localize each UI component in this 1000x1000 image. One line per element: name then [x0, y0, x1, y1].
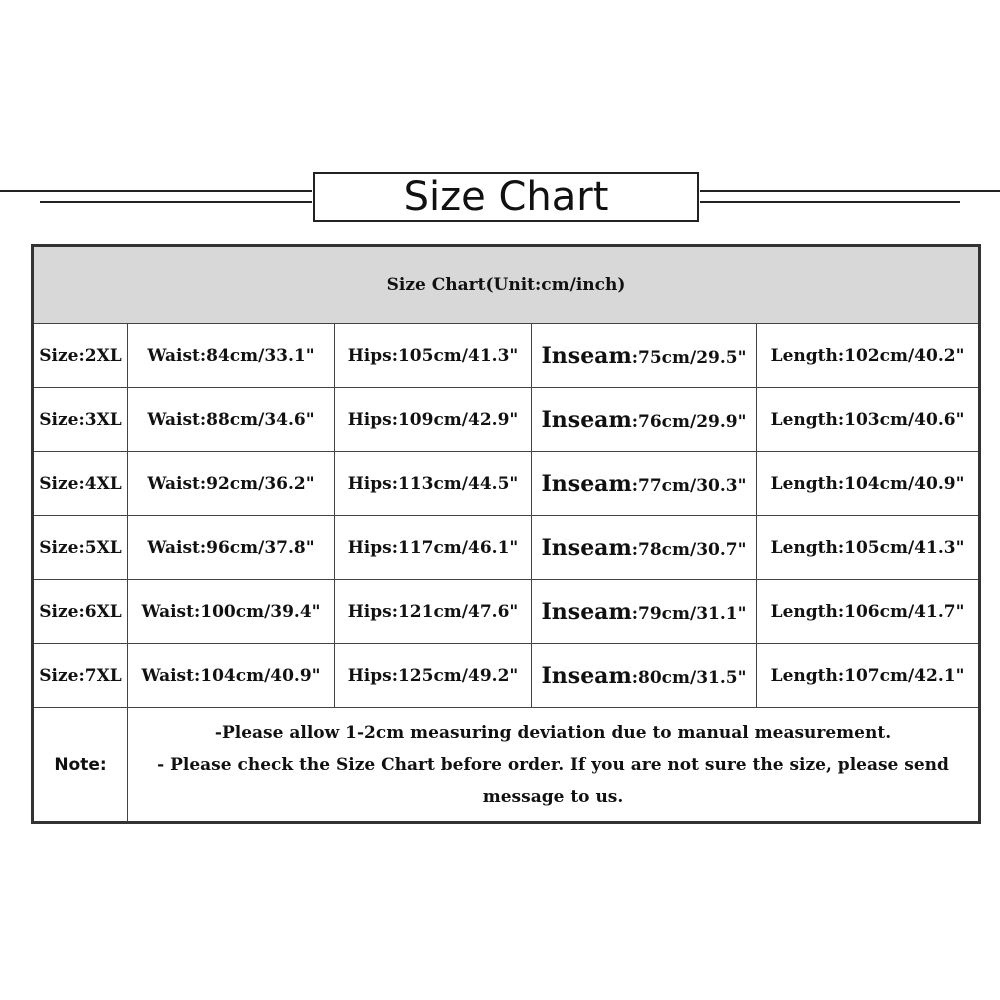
title-rule-right-upper: [700, 190, 1000, 192]
waist-cell: Waist:96cm/37.8": [128, 516, 335, 580]
inseam-value: :78cm/30.7": [631, 539, 747, 560]
title-rule-right-lower: [700, 201, 960, 203]
waist-cell: Waist:104cm/40.9": [128, 644, 335, 708]
size-cell: Size:2XL: [33, 324, 128, 388]
size-cell: Size:7XL: [33, 644, 128, 708]
length-cell: Length:104cm/40.9": [757, 452, 980, 516]
title-rule-left-lower: [40, 201, 312, 203]
table-header: Size Chart(Unit:cm/inch): [33, 246, 980, 324]
inseam-label: Inseam: [541, 342, 632, 369]
inseam-value: :75cm/29.5": [631, 347, 747, 368]
size-chart-table: [31, 244, 981, 824]
waist-cell: Waist:88cm/34.6": [128, 388, 335, 452]
hips-cell: Hips:113cm/44.5": [335, 452, 532, 516]
inseam-cell: [532, 388, 757, 452]
table-header-row: [33, 246, 980, 324]
note-line-2: - Please check the Size Chart before order. If you are not sure the size, please send: [157, 754, 949, 775]
inseam-label: Inseam: [541, 470, 632, 497]
inseam-value: :77cm/30.3": [631, 475, 747, 496]
table-row: [33, 324, 980, 388]
table-row: [33, 580, 980, 644]
table-body: [33, 324, 980, 708]
length-cell: Length:102cm/40.2": [757, 324, 980, 388]
title-rule-left-upper: [0, 190, 312, 192]
inseam-label: Inseam: [541, 534, 632, 561]
length-cell: Length:105cm/41.3": [757, 516, 980, 580]
waist-cell: Waist:84cm/33.1": [128, 324, 335, 388]
waist-cell: Waist:100cm/39.4": [128, 580, 335, 644]
length-cell: Length:107cm/42.1": [757, 644, 980, 708]
length-cell: Length:106cm/41.7": [757, 580, 980, 644]
table-row: [33, 452, 980, 516]
page-title: Size Chart: [403, 174, 609, 220]
inseam-cell: [532, 324, 757, 388]
hips-cell: Hips:109cm/42.9": [335, 388, 532, 452]
inseam-label: Inseam: [541, 598, 632, 625]
note-line-1: -Please allow 1-2cm measuring deviation due to manual measurement.: [214, 722, 892, 743]
inseam-cell: [532, 516, 757, 580]
size-cell: Size:5XL: [33, 516, 128, 580]
table-row: [33, 516, 980, 580]
waist-cell: Waist:92cm/36.2": [128, 452, 335, 516]
inseam-value: :79cm/31.1": [631, 603, 747, 624]
hips-cell: Hips:117cm/46.1": [335, 516, 532, 580]
table-row: [33, 388, 980, 452]
inseam-value: :76cm/29.9": [631, 411, 747, 432]
size-cell: Size:4XL: [33, 452, 128, 516]
inseam-label: Inseam: [541, 662, 632, 689]
inseam-cell: [532, 580, 757, 644]
note-line-3: message to us.: [482, 786, 624, 807]
note-label: Note:: [33, 708, 128, 823]
hips-cell: Hips:125cm/49.2": [335, 644, 532, 708]
size-cell: Size:6XL: [33, 580, 128, 644]
inseam-cell: [532, 452, 757, 516]
table-row: [33, 644, 980, 708]
hips-cell: Hips:105cm/41.3": [335, 324, 532, 388]
size-cell: Size:3XL: [33, 388, 128, 452]
inseam-cell: [532, 644, 757, 708]
inseam-label: Inseam: [541, 406, 632, 433]
inseam-value: :80cm/31.5": [631, 667, 747, 688]
title-box: [313, 172, 699, 222]
length-cell: Length:103cm/40.6": [757, 388, 980, 452]
note-row: [33, 708, 980, 823]
note-text: [128, 708, 980, 823]
hips-cell: Hips:121cm/47.6": [335, 580, 532, 644]
